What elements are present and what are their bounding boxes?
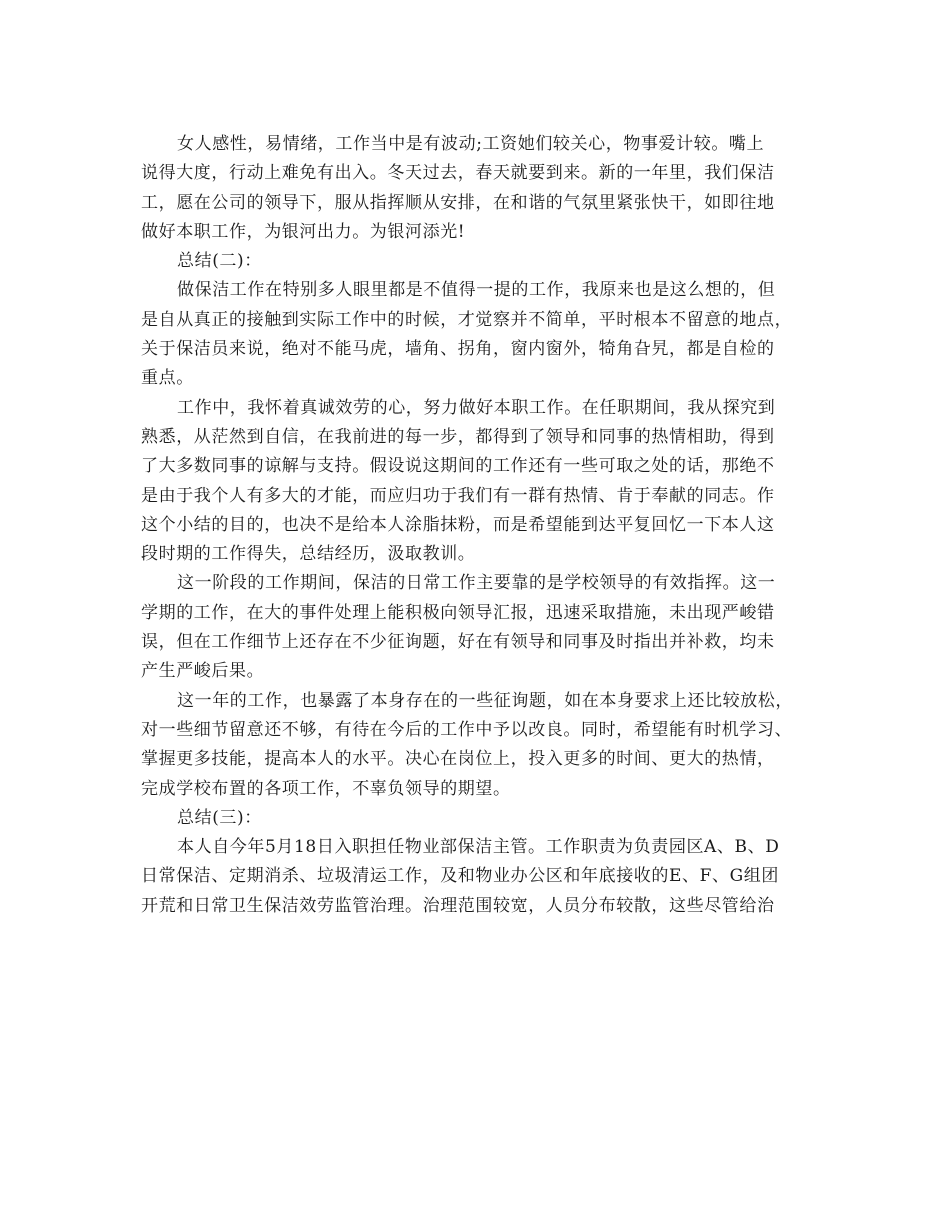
text-line: 段时期的工作得失，总结经历，汲取教训。 [141, 544, 476, 565]
text-line: 做保洁工作在特别多人眼里都是不值得一提的工作，我原来也是这么想的，但 [177, 280, 776, 301]
text-line: 工作中，我怀着真诚效劳的心，努力做好本职工作。在任职期间，我从探究到 [177, 397, 776, 418]
text-line: 是由于我个人有多大的才能，而应归功于我们有一群有热情、肯于奉献的同志。作 [141, 485, 775, 506]
text-line: 女人感性，易情绪，工作当中是有波动;工资她们较关心，物事爱计较。嘴上 [177, 134, 765, 154]
text-line: 重点。 [141, 368, 194, 389]
text-line: 对一些细节留意还不够，有待在今后的工作中予以改良。同时，希望能有时机学习、 [141, 719, 793, 740]
text-line: 这一年的工作，也暴露了本身存在的一些征询题，如在本身要求上还比较放松， [177, 690, 793, 711]
text-line: 产生严峻后果。 [141, 661, 265, 682]
text-line: 学期的工作，在大的事件处理上能积极向领导汇报，迅速采取措施，未出现严峻错 [141, 602, 775, 623]
text-line: 了大多数同事的谅解与支持。假设说这期间的工作还有一些可取之处的话，那绝不 [141, 456, 775, 477]
text-line: 总结(三)： [177, 807, 262, 828]
text-line: 说得大度，行动上难免有出入。冬天过去，春天就要到来。新的一年里，我们保洁 [141, 163, 775, 184]
text-line: 掌握更多技能，提高本人的水平。决心在岗位上，投入更多的时间、更大的热情， [141, 749, 775, 770]
text-line: 关于保洁员来说，绝对不能马虎，墙角、拐角，窗内窗外，犄角旮旯，都是自检的 [141, 339, 775, 360]
text-line: 日常保洁、定期消杀、垃圾清运工作，及和物业办公区和年底接收的E、F、G组团 [141, 866, 779, 887]
text-line: 完成学校布置的各项工作，不辜负领导的期望。 [141, 778, 511, 799]
text-line: 总结(二)： [177, 251, 262, 272]
text-line: 是自从真正的接触到实际工作中的时候，才觉察并不简单，平时根本不留意的地点， [141, 309, 793, 330]
document-body [141, 130, 811, 921]
text-line: 本人自今年5月18日入职担任物业部保洁主管。工作职责为负责园区A、B、D [177, 837, 780, 858]
text-line: 这一阶段的工作期间，保洁的日常工作主要靠的是学校领导的有效指挥。这一 [177, 573, 776, 594]
text-line: 做好本职工作，为银河出力。为银河添光! [141, 221, 466, 242]
text-line: 工，愿在公司的领导下，服从指挥顺从安排，在和谐的气氛里紧张快干，如即往地 [141, 192, 775, 213]
text-line: 熟悉，从茫然到自信，在我前进的每一步，都得到了领导和同事的热情相助，得到 [141, 426, 775, 447]
text-line: 误，但在工作细节上还存在不少征询题，好在有领导和同事及时指出并补救，均未 [141, 632, 775, 653]
text-line: 开荒和日常卫生保洁效劳监管治理。治理范围较宽，人员分布较散，这些尽管给治 [141, 895, 775, 916]
text-line: 这个小结的目的，也决不是给本人涂脂抹粉，而是希望能到达平复回忆一下本人这 [141, 514, 775, 535]
